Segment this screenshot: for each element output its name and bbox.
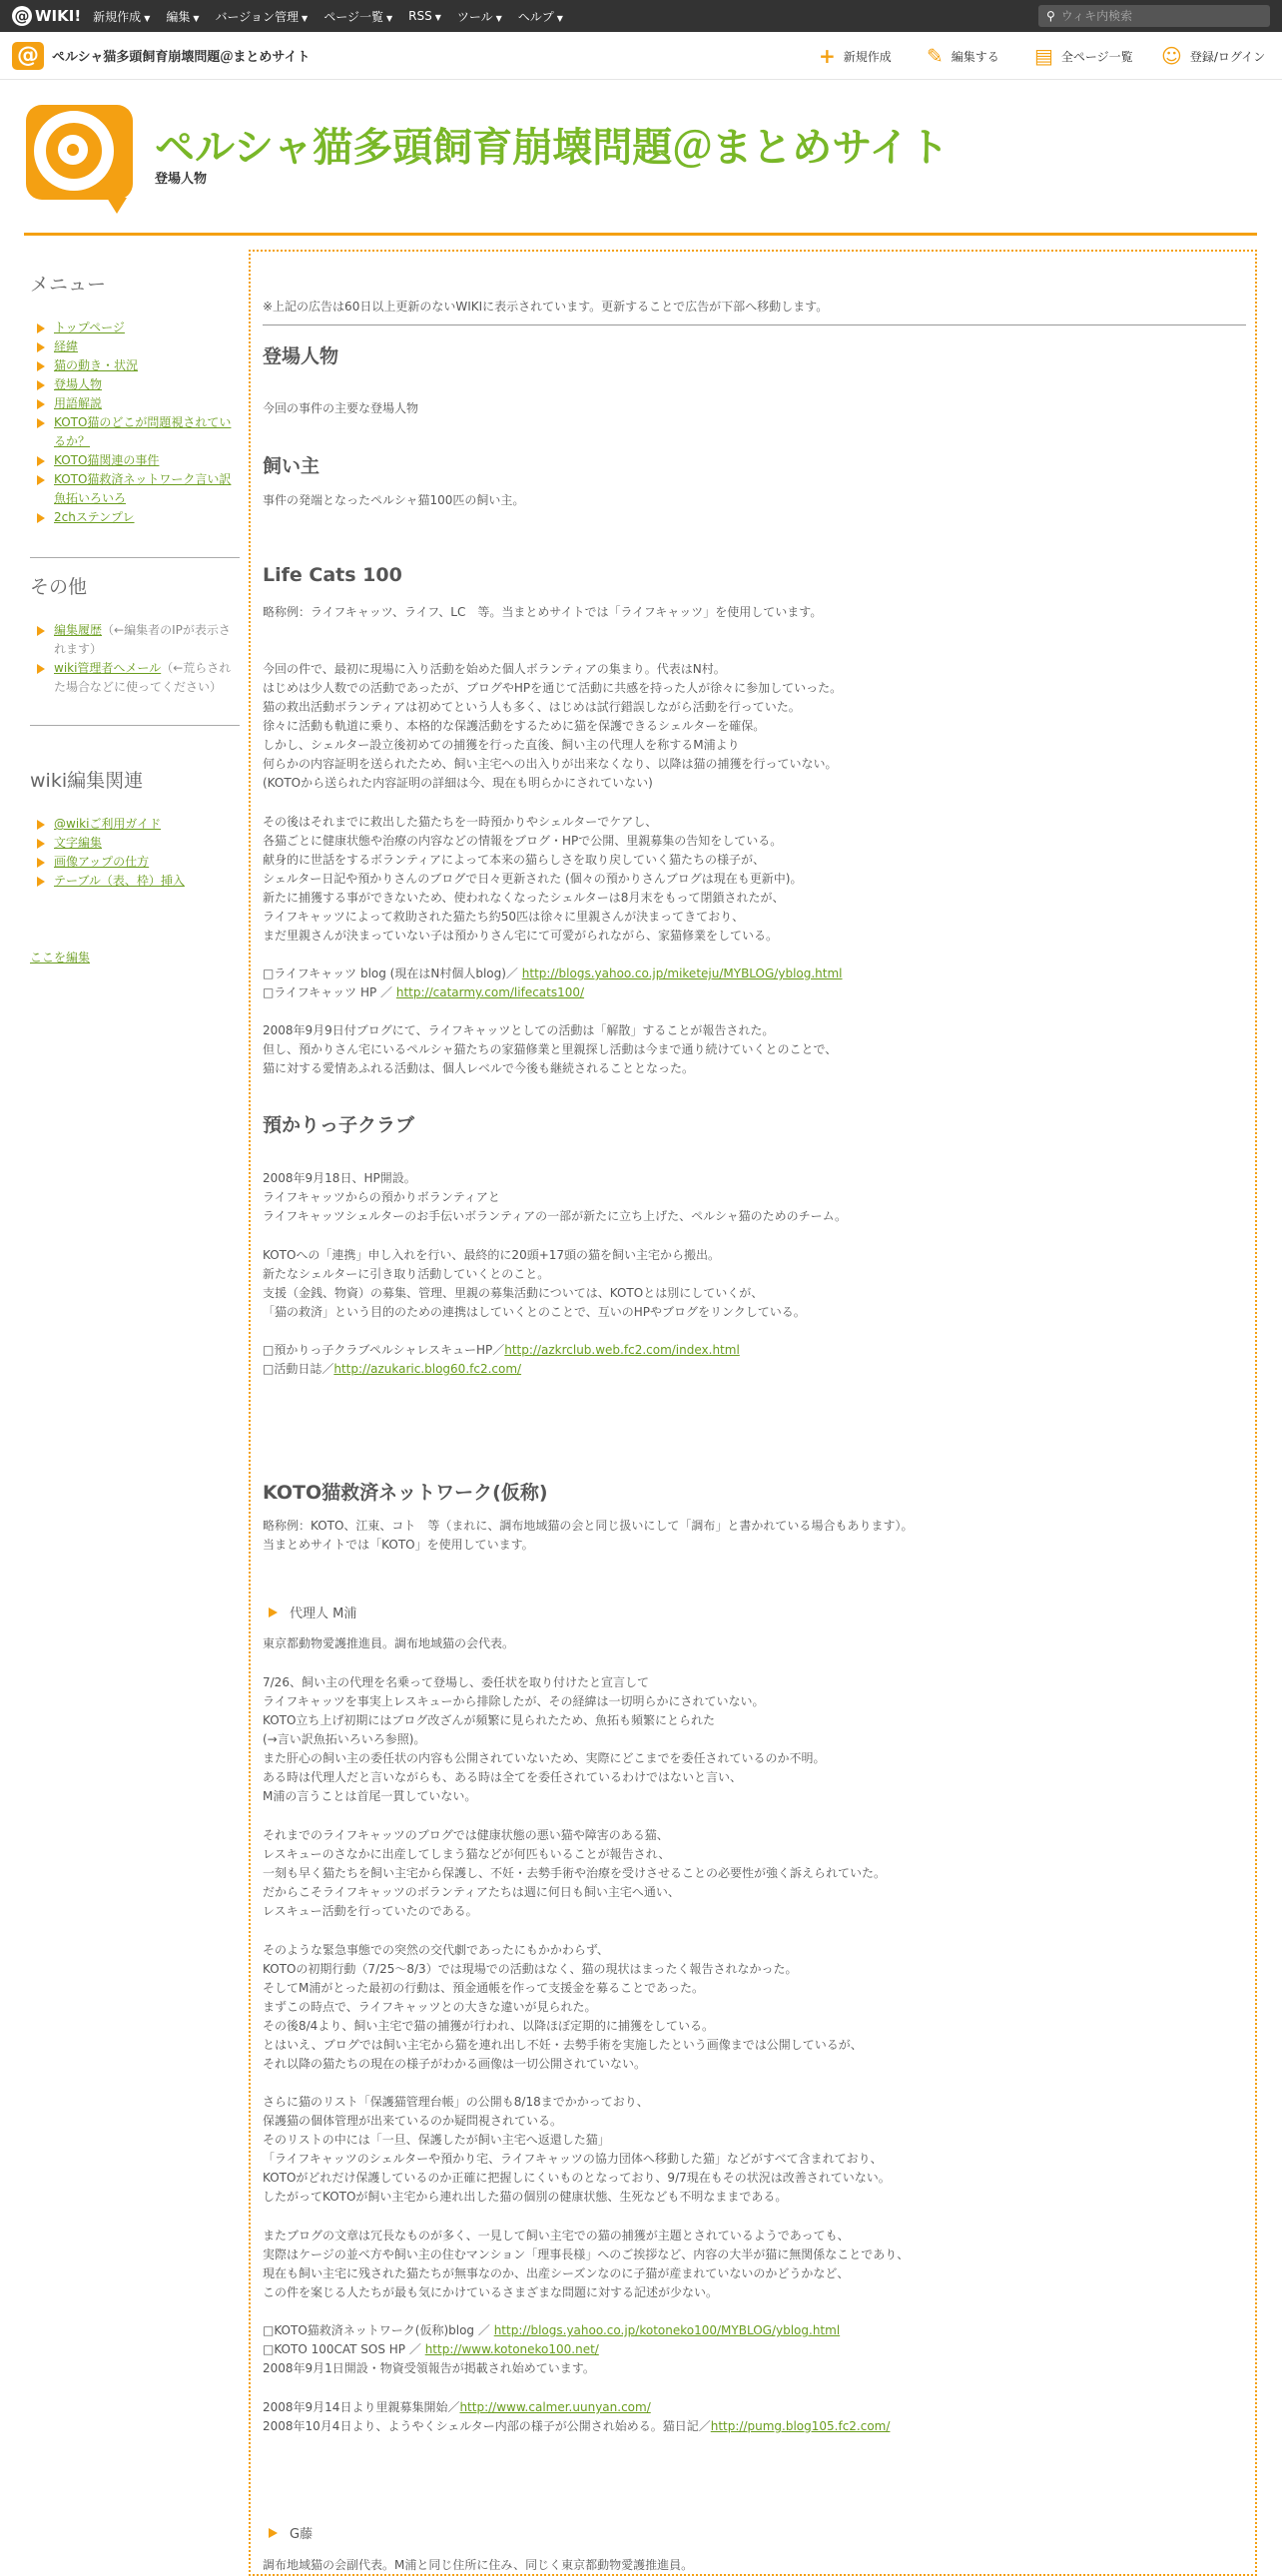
koto-adoption-line: 2008年9月14日より里親募集開始／http://www.calmer.uunyan.com/ bbox=[263, 2400, 651, 2414]
site-big-logo-icon[interactable] bbox=[26, 105, 133, 200]
menu-rss[interactable]: RSS ▼ bbox=[408, 9, 441, 23]
sidebar-item bbox=[30, 834, 240, 853]
main-content-box bbox=[249, 250, 1257, 2576]
document-icon: ▤ bbox=[1034, 44, 1053, 68]
sidebar-item bbox=[30, 621, 240, 659]
site-bar-title[interactable]: ペルシャ猫多頭飼育崩壊問題＠まとめサイト bbox=[52, 50, 311, 65]
koto-hp-line: □KOTO 100CAT SOS HP ／ http://www.kotoneko100.net/ bbox=[263, 2342, 599, 2356]
caret-down-icon: ▼ bbox=[385, 13, 393, 23]
lifecats-para2: その後はそれまでに救出した猫たちを一時預かりやシェルターでケアし、 各猫ごとに健康状態や治療の内容などの情報をブログ・HPで公開、里親募集の告知をしている。 献身的に世話をするボランティアによって本来の猫らしさを取り戻していく猫たちの様子が、 シェルター日記や預かりさんのブログで日々更新された (個々の預かりさんブログは現在も更新中)。 新たに捕獲する事ができないため、使われなくなったシェルターは8月末をもって閉鎖されたが、 ライフキャッツによって救助された猫たち約50匹は徐々に里親さんが決まってきており、 まだ里親さんが決まっていない子は預かりさん宅にて可愛がられながら、家猫修業をしている。 bbox=[263, 815, 803, 943]
lifecats-para3: 2008年9月9日付ブログにて、ライフキャッツとしての活動は「解散」することが報告された。 但し、預かりさん宅にいるペルシャ猫たちの家猫修業と里親探し活動は今まで通り続けていくとのことで、 猫に対する愛情あふれる活動は、個人レベルで今後も継続されることとなった。 bbox=[263, 1023, 838, 1075]
koto-hp-note: 2008年9月1日開設・物資受領報告が掲載され始めています。 bbox=[263, 2361, 595, 2375]
page-site-title[interactable]: ペルシャ猫多頭飼育崩壊問題＠まとめサイト bbox=[155, 125, 950, 171]
triangle-bullet-icon bbox=[269, 1608, 278, 1617]
menu-edit[interactable]: 編集 ▼ bbox=[166, 9, 200, 24]
sidebar-item bbox=[30, 356, 240, 375]
sidebar-divider bbox=[30, 557, 240, 558]
edit-button[interactable]: ✎ 編集する bbox=[927, 44, 999, 68]
sidebar-wiki-heading: wiki編集関連 bbox=[30, 770, 144, 792]
azukari-para2: KOTOへの「連携」申し入れを行い、最終的に20頭+17頭の猫を飼い主宅から搬出。 新たなシェルターに引き取り活動していくとのこと。 支援（金銭、物資）の募集、管理、里親の募集活動については、KOTOとは別にしていくが、 「猫の救済」という目的のための連携はしていくとのことで、互いのHPやブログをリンクしている。 bbox=[263, 1248, 806, 1319]
search-box bbox=[1038, 5, 1270, 27]
azukari-hp-link[interactable]: http://azkrclub.web.fc2.com/index.html bbox=[504, 1343, 740, 1357]
section-azukari-title: 預かりっ子クラブ bbox=[263, 1114, 415, 1136]
sidebar-item bbox=[30, 659, 240, 697]
koto-para2: それまでのライフキャッツのブログでは健康状態の悪い猫や障害のある猫、 レスキューのさなかに出産してしまう猫などが何匹もいることが報告され、 一刻も早く猫たちを飼い主宅から保護し、不妊・去勢手術や治療を受けさせることの必要性が強く訴えられていた。 だからこそライフキャッツのボランティアたちは週に何日も飼い主宅へ通い、 レスキュー活動を行っていたのである。 bbox=[263, 1828, 887, 1918]
sidebar-menu-list bbox=[30, 319, 240, 527]
wiki-logo-text: WIKI! bbox=[35, 7, 82, 25]
koto-para5: またブログの文章は冗長なものが多く、一見して飼い主宅での猫の捕獲が主題とされているようであっても、 実際はケージの並べ方や飼い主の住むマンション「理事長様」へのご挨拶など、内容の大半が猫に無関係なことであり、 現在も飼い主宅に残された猫たちが無事なのか、出産シーズンなのに子猫が産まれていないのかどうかなど、 この件を案じる人たちが最も気にかけているさまざまな問題に対する記述が少ない。 bbox=[263, 2229, 910, 2299]
sidebar-link-text-edit[interactable]: 文字編集 bbox=[54, 836, 103, 850]
ad-separator bbox=[263, 324, 1246, 325]
menu-new[interactable]: 新規作成 ▼ bbox=[93, 9, 151, 24]
sidebar-divider bbox=[30, 725, 240, 726]
caret-down-icon: ▼ bbox=[495, 13, 502, 23]
sidebar-item bbox=[30, 375, 240, 394]
koto-adoption-link[interactable]: http://www.calmer.uunyan.com/ bbox=[459, 2400, 651, 2414]
azukari-hp-line: □預かりっ子クラブペルシャレスキューHP／http://azkrclub.web.fc2.com/index.html bbox=[263, 1343, 740, 1357]
sidebar-other-heading: その他 bbox=[30, 576, 88, 598]
koto-para4: さらに猫のリスト「保護猫管理台帳」の公開も8/18までかかっており、 保護猫の個体管理が出来ているのか疑問視されている。 そのリストの中には「一旦、保護したが飼い主宅へ返還した猫」 「ライフキャッツのシェルターや預かり宅、ライフキャッツの協力団体へ移動した猫」などがすべて含まれており、 KOTOがどれだけ保護しているのか正確に把握しにくいものとなっており、9/7現在もその状況は改善されていない。 したがってKOTOが飼い主宅から連れ出した猫の個別の健康状態、生死なども不明なままである。 bbox=[263, 2095, 891, 2204]
sidebar-link-guide[interactable]: @wikiご利用ガイド bbox=[54, 817, 162, 831]
menu-page-list[interactable]: ページ一覧 ▼ bbox=[323, 9, 393, 24]
page-subtitle: 登場人物 bbox=[155, 172, 208, 187]
ad-notice: ※上記の広告は60日以上更新のないWIKIに表示されています。更新することで広告が下部へ移動します。 bbox=[263, 300, 829, 314]
koto-abbr: 略称例：KOTO、江東、コト 等（まれに、調布地域猫の会と同じ扱いにして「調布」と書かれている場合もあります）。 当まとめサイトでは「KOTO」を使用しています。 bbox=[263, 1519, 914, 1552]
menu-tools[interactable]: ツール ▼ bbox=[456, 9, 502, 24]
sidebar-item bbox=[30, 451, 240, 470]
sidebar-link-koto-incidents[interactable]: KOTO猫関連の事件 bbox=[54, 453, 160, 467]
sidebar-item bbox=[30, 394, 240, 413]
sidebar-item bbox=[30, 872, 240, 891]
koto-diary-link[interactable]: http://pumg.blog105.fc2.com/ bbox=[710, 2419, 891, 2433]
sidebar-item bbox=[30, 853, 240, 872]
sidebar-item bbox=[30, 508, 240, 527]
menu-version[interactable]: バージョン管理 ▼ bbox=[215, 9, 309, 24]
all-pages-button[interactable]: ▤ 全ページ一覧 bbox=[1034, 44, 1133, 68]
koto-sub-gto-heading: G藤 bbox=[263, 2523, 313, 2542]
sidebar-note: （←編集者のIPが表示されます） bbox=[54, 623, 231, 656]
koto-para3: そのような緊急事態での突然の交代劇であったにもかかわらず、 KOTOの初期行動（7/25～8/3）では現場での活動はなく、猫の現状はまったく報告されなかった。 そしてM浦がとった最初の行動は、預金通帳を作って支援金を募ることであった。 まずこの時点で、ライフキャッツとの大きな違いが見られた。 その後8/4より、飼い主宅で猫の捕獲が行われ、以降ほぼ定期的に捕獲をしている。 とはいえ、ブログでは飼い主宅から猫を連れ出し不妊・去勢手術を実施したという画像までは公開しているが、 それ以降の猫たちの現在の様子がわかる画像は一切公開されていない。 bbox=[263, 1943, 863, 2071]
sidebar-other-list bbox=[30, 621, 240, 697]
lifecats-abbr: 略称例：ライフキャッツ、ライフ、LC 等。当まとめサイトでは「ライフキャッツ」を使用しています。 bbox=[263, 605, 823, 619]
section-lifecats-title: Life Cats 100 bbox=[263, 564, 402, 586]
section-owner-text: 事件の発端となったペルシャ猫100匹の飼い主。 bbox=[263, 493, 525, 507]
lifecats-hp-link[interactable]: http://catarmy.com/lifecats100/ bbox=[395, 985, 585, 999]
top-navigation-bar bbox=[0, 0, 1282, 32]
sidebar-item bbox=[30, 470, 240, 508]
search-icon[interactable]: ⚲ bbox=[1046, 9, 1055, 23]
sidebar-link-glossary[interactable]: 用語解説 bbox=[54, 396, 103, 410]
page-title: 登場人物 bbox=[263, 345, 339, 367]
sidebar-edit-link[interactable]: ここを編集 bbox=[30, 951, 91, 965]
sidebar-note: （←荒らされた場合などに使ってください） bbox=[54, 661, 232, 694]
sidebar-link-characters[interactable]: 登場人物 bbox=[54, 377, 103, 391]
header-divider bbox=[24, 233, 1257, 236]
sidebar-link-table-insert[interactable]: テーブル（表、枠）挿入 bbox=[54, 874, 185, 888]
sidebar-link-edit-history[interactable]: 編集履歴 bbox=[54, 623, 103, 637]
site-bar bbox=[0, 32, 1282, 80]
sidebar-link-image-upload[interactable]: 画像アップの仕方 bbox=[54, 855, 150, 869]
lifecats-blog-line: □ライフキャッツ blog (現在はN村個人blog)／ http://blogs.yahoo.co.jp/miketeju/MYBLOG/yblog.html bbox=[263, 966, 843, 980]
new-page-button[interactable]: + 新規作成 bbox=[819, 44, 892, 68]
triangle-bullet-icon bbox=[269, 2528, 278, 2538]
intro-text: 今回の事件の主要な登場人物 bbox=[263, 401, 419, 415]
lifecats-para1: 今回の件で、最初に現場に入り活動を始めた個人ボランティアの集まり。代表はN村。 はじめは少人数での活動であったが、ブログやHPを通じて活動に共感を持った人が徐々に参加していった。 猫の救出活動ボランティアは初めてという人も多く、はじめは試行錯誤しながら活動を行っていた。 徐々に活動も軌道に乗り、本格的な保護活動をするために猫を保護できるシェルターを確保。 しかし、シェルター設立後初めての捕獲を行った直後、飼い主の代理人を称するM浦より 何らかの内容証明を送られたため、飼い主宅への出入りが出来なくなり、以降は猫の捕獲を行っていない。 (KOTOから送られた内容証明の詳細は今、現在も明らかにされていない) bbox=[263, 662, 843, 790]
sidebar-item bbox=[30, 319, 240, 337]
section-owner-title: 飼い主 bbox=[263, 455, 320, 477]
sidebar-link-history[interactable]: 経緯 bbox=[54, 339, 79, 353]
menu-help[interactable]: ヘルプ ▼ bbox=[517, 9, 563, 24]
caret-down-icon: ▼ bbox=[302, 13, 309, 23]
sidebar-menu-heading: メニュー bbox=[30, 274, 107, 296]
caret-down-icon: ▼ bbox=[193, 13, 200, 23]
sidebar-link-admin-mail[interactable]: wiki管理者へメール bbox=[54, 661, 162, 675]
sidebar-item bbox=[30, 413, 240, 451]
sidebar-link-2ch-template[interactable]: 2chステンプレ bbox=[54, 510, 135, 524]
sidebar-item bbox=[30, 337, 240, 356]
user-add-icon: ☺ bbox=[1161, 44, 1182, 68]
caret-down-icon: ▼ bbox=[144, 13, 151, 23]
login-button[interactable]: ☺ 登録/ログイン bbox=[1161, 44, 1266, 68]
lifecats-blog-link[interactable]: http://blogs.yahoo.co.jp/miketeju/MYBLOG/yblog.html bbox=[521, 966, 843, 980]
at-logo-icon: @ bbox=[12, 6, 32, 26]
sidebar-link-top[interactable]: トップページ bbox=[54, 321, 125, 334]
pencil-icon: ✎ bbox=[927, 44, 944, 68]
lifecats-hp-line: □ライフキャッツ HP ／ http://catarmy.com/lifecats100/ bbox=[263, 985, 585, 999]
koto-para1: 7/26、飼い主の代理を名乗って登場し、委任状を取り付けたと宣言して ライフキャッツを事実上レスキューから排除したが、その経緯は一切明らかにされていない。 KOTO立ち上げ初期にはブログ改ざんが頻繁に見られたため、魚拓も頻繁にとられた (→言い訳魚拓いろいろ参照)。 また肝心の飼い主の委任状の内容も公開されていないため、実際にどこまでを委任されているのか不明。 ある時は代理人だと言いながらも、ある時は全てを委任されているわけではないと言い、 M浦の言うことは首尾一貫していない。 bbox=[263, 1675, 826, 1803]
sidebar-link-koto-issues[interactable]: KOTO猫のどこが問題視されているか？ bbox=[54, 415, 232, 448]
azukari-diary-line: □活動日誌／http://azukaric.blog60.fc2.com/ bbox=[263, 1362, 522, 1376]
wiki-logo[interactable] bbox=[12, 6, 81, 26]
site-logo-icon[interactable]: @ bbox=[12, 42, 44, 70]
koto-blog-link[interactable]: http://blogs.yahoo.co.jp/kotoneko100/MYBLOG/yblog.html bbox=[493, 2323, 841, 2337]
sidebar-wiki-list bbox=[30, 815, 240, 891]
koto-agent-intro: 東京都動物愛護推進員。調布地域猫の会代表。 bbox=[263, 1636, 515, 1650]
section-koto-title: KOTO猫救済ネットワーク(仮称) bbox=[263, 1482, 548, 1504]
plus-icon: + bbox=[819, 44, 836, 68]
koto-diary-line: 2008年10月4日より、ようやくシェルター内部の様子が公開され始める。猫日記／http://pumg.blog105.fc2.com/ bbox=[263, 2419, 891, 2433]
sidebar-link-koto-excuses[interactable]: KOTO猫救済ネットワーク言い訳魚拓いろいろ bbox=[54, 472, 232, 505]
koto-hp-link[interactable]: http://www.kotoneko100.net/ bbox=[424, 2342, 599, 2356]
koto-gto-text: 調布地域猫の会副代表。M浦と同じ住所に住み、同じく東京都動物愛護推進員。 bbox=[263, 2558, 694, 2572]
search-input[interactable] bbox=[1061, 9, 1261, 23]
caret-down-icon: ▼ bbox=[434, 13, 441, 22]
sidebar-link-cat-status[interactable]: 猫の動き・状況 bbox=[54, 358, 139, 372]
azukari-para1: 2008年9月18日、HP開設。 ライフキャッツからの預かりボランティアと ライフキャッツシェルターのお手伝いボランティアの一部が新たに立ち上げた、ペルシャ猫のためのチーム。 bbox=[263, 1171, 847, 1223]
sidebar-item bbox=[30, 815, 240, 834]
caret-down-icon: ▼ bbox=[556, 13, 563, 23]
koto-blog-line: □KOTO猫救済ネットワーク(仮称)blog ／ http://blogs.yahoo.co.jp/kotoneko100/MYBLOG/yblog.html bbox=[263, 2323, 841, 2337]
koto-sub-agent-heading: 代理人 M浦 bbox=[263, 1603, 356, 1621]
sidebar bbox=[30, 270, 240, 966]
azukari-diary-link[interactable]: http://azukaric.blog60.fc2.com/ bbox=[333, 1362, 522, 1376]
